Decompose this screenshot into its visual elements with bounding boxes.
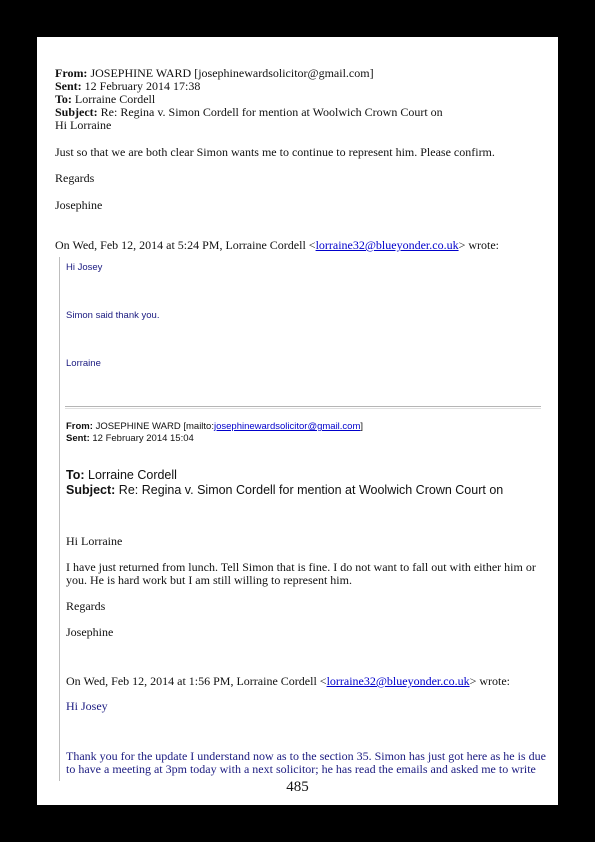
email-link-2[interactable]: lorraine32@blueyonder.co.uk [326, 674, 470, 688]
fwd-subject-value: Re: Regina v. Simon Cordell for mention at Woolwich Crown Court on [118, 483, 504, 497]
reply-intro-1 [55, 238, 499, 252]
quoted-body: Simon said thank you. [66, 310, 160, 321]
reply-intro-2 [66, 674, 510, 688]
divider [65, 406, 541, 407]
fwd-from-suffix: ] [360, 421, 364, 432]
to-value: Lorraine Cordell [74, 92, 156, 106]
quoted2-body-line1: I have just returned from lunch. Tell Simon that is fine. I do not want to fall out with either him or [66, 560, 536, 574]
email-link[interactable]: lorraine32@blueyonder.co.uk [315, 238, 459, 252]
sent-value: 12 February 2014 17:38 [84, 79, 201, 93]
quoted2-regards: Regards [66, 599, 106, 613]
regards-text: Regards [55, 171, 95, 185]
fwd-to-label: To: [66, 468, 85, 482]
to-label: To: [55, 92, 72, 106]
fwd-subject-line [66, 483, 503, 498]
from-value: JOSEPHINE WARD [josephinewardsolicitor@gmail.com] [90, 66, 374, 80]
page-number: 485 [286, 779, 309, 795]
from-label: From: [55, 66, 88, 80]
document-page [37, 37, 558, 805]
fwd-from-prefix: JOSEPHINE WARD [mailto: [95, 421, 214, 432]
quoted3-body-line1: Thank you for the update I understand now as to the section 35. Simon has just got here as he is due [66, 749, 546, 763]
fwd-to-line [66, 468, 177, 483]
divider-shadow [65, 408, 541, 409]
reply-intro-prefix: On Wed, Feb 12, 2014 at 5:24 PM, Lorraine Cordell < [55, 238, 316, 252]
subject-line [55, 105, 443, 119]
greeting: Hi Lorraine [55, 118, 112, 132]
reply-intro2-suffix: > wrote: [469, 674, 511, 688]
quoted3-body-line2: to have a meeting at 3pm today with a next solicitor; he has read the emails and asked me to write [66, 762, 536, 776]
fwd-from-label: From: [66, 421, 93, 432]
quoted-signature: Lorraine [66, 358, 101, 369]
sent-label: Sent: [55, 79, 82, 93]
quote-bar [59, 257, 60, 781]
fwd-sent-label: Sent: [66, 433, 90, 444]
sent-line [55, 79, 200, 93]
quoted-greeting: Hi Josey [66, 262, 103, 273]
body-text: Just so that we are both clear Simon wants me to continue to represent him. Please confirm. [55, 145, 495, 159]
subject-value: Re: Regina v. Simon Cordell for mention at Woolwich Crown Court on [100, 105, 443, 119]
fwd-sent-line [66, 433, 194, 445]
to-line [55, 92, 155, 106]
quoted3-greeting: Hi Josey [66, 699, 108, 713]
fwd-sent-value: 12 February 2014 15:04 [92, 433, 194, 444]
fwd-to-value: Lorraine Cordell [88, 468, 177, 482]
signature-text: Josephine [55, 198, 103, 212]
fwd-email-link[interactable]: josephinewardsolicitor@gmail.com [213, 421, 361, 432]
quoted2-signature: Josephine [66, 625, 114, 639]
fwd-from-line [66, 421, 363, 433]
reply-intro2-prefix: On Wed, Feb 12, 2014 at 1:56 PM, Lorraine Cordell < [66, 674, 327, 688]
reply-intro-suffix: > wrote: [458, 238, 500, 252]
quoted2-greeting: Hi Lorraine [66, 534, 123, 548]
from-line [55, 66, 374, 80]
subject-label: Subject: [55, 105, 98, 119]
quoted2-body-line2: you. He is hard work but I am still willing to represent him. [66, 573, 352, 587]
fwd-subject-label: Subject: [66, 483, 116, 497]
